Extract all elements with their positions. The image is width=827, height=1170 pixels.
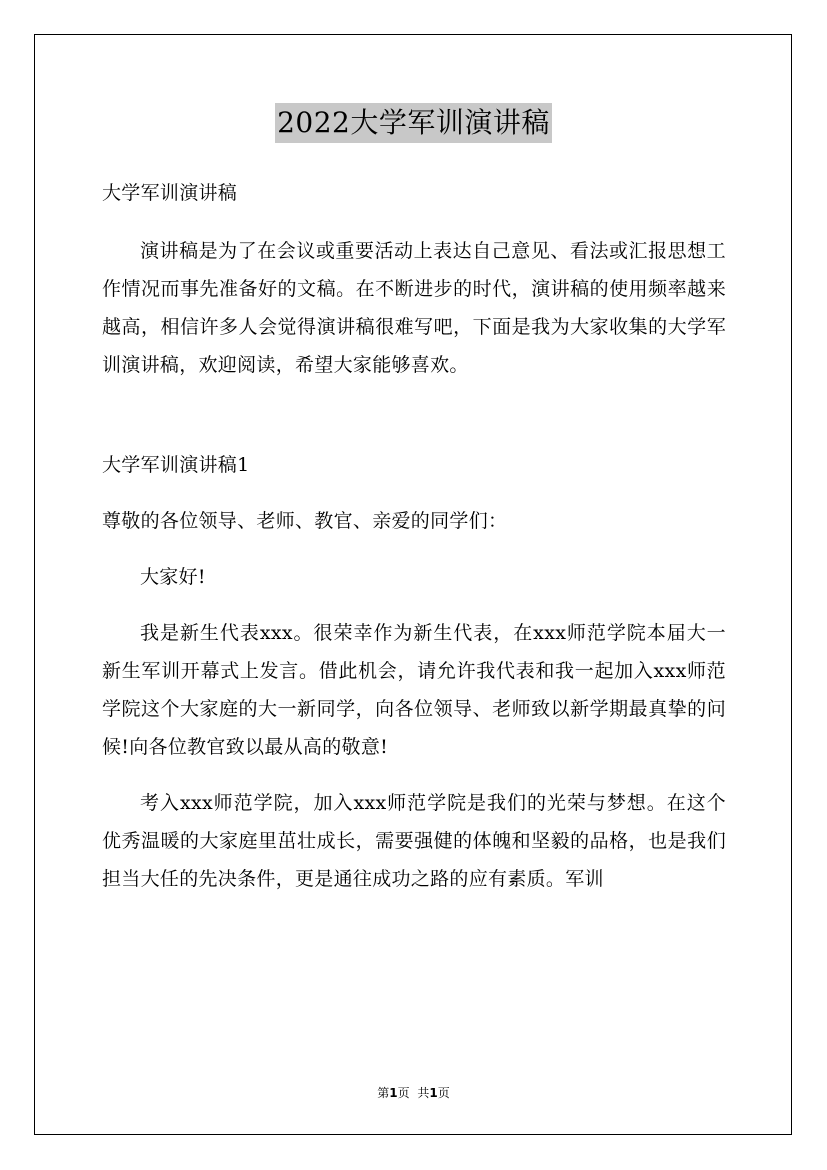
document-title: 2022大学军训演讲稿 — [275, 103, 552, 143]
total-suffix: 页 — [437, 1086, 450, 1100]
page-footer — [0, 1084, 827, 1101]
intro-paragraph: 演讲稿是为了在会议或重要活动上表达自己意见、看法或汇报思想工作情况而事先准备好的文稿。在不断进步的时代，演讲稿的使用频率越来越高，相信许多人会觉得演讲稿很难写吧，下面是我为大家收集的大学军训演讲稿，欢迎阅读，希望大家能够喜欢。 — [102, 240, 726, 376]
speech-heading: 大学军训演讲稿1 — [102, 454, 250, 476]
document-body — [102, 174, 726, 898]
greeting: 大家好! — [140, 566, 206, 588]
section-heading: 大学军训演讲稿 — [102, 182, 238, 204]
salutation: 尊敬的各位领导、老师、教官、亲爱的同学们： — [102, 510, 508, 532]
total-prefix: 共 — [417, 1086, 430, 1100]
body-paragraph: 我是新生代表xxx。很荣幸作为新生代表，在xxx师范学院本届大一新生军训开幕式上发言。借此机会，请允许我代表和我一起加入xxx师范学院这个大家庭的大一新同学，向各位领导、老师致以新学期最真挚的问候!向各位教官致以最从高的敬意! — [102, 622, 726, 758]
title-container — [0, 103, 827, 143]
page-number: 1 — [389, 1086, 398, 1100]
page-suffix: 页 — [397, 1086, 410, 1100]
total-pages: 1 — [429, 1086, 438, 1100]
page-prefix: 第 — [377, 1086, 390, 1100]
body-paragraph: 考入xxx师范学院，加入xxx师范学院是我们的光荣与梦想。在这个优秀温暖的大家庭里茁壮成长，需要强健的体魄和坚毅的品格，也是我们担当大任的先决条件，更是通往成功之路的应有素质。军训 — [102, 792, 726, 890]
